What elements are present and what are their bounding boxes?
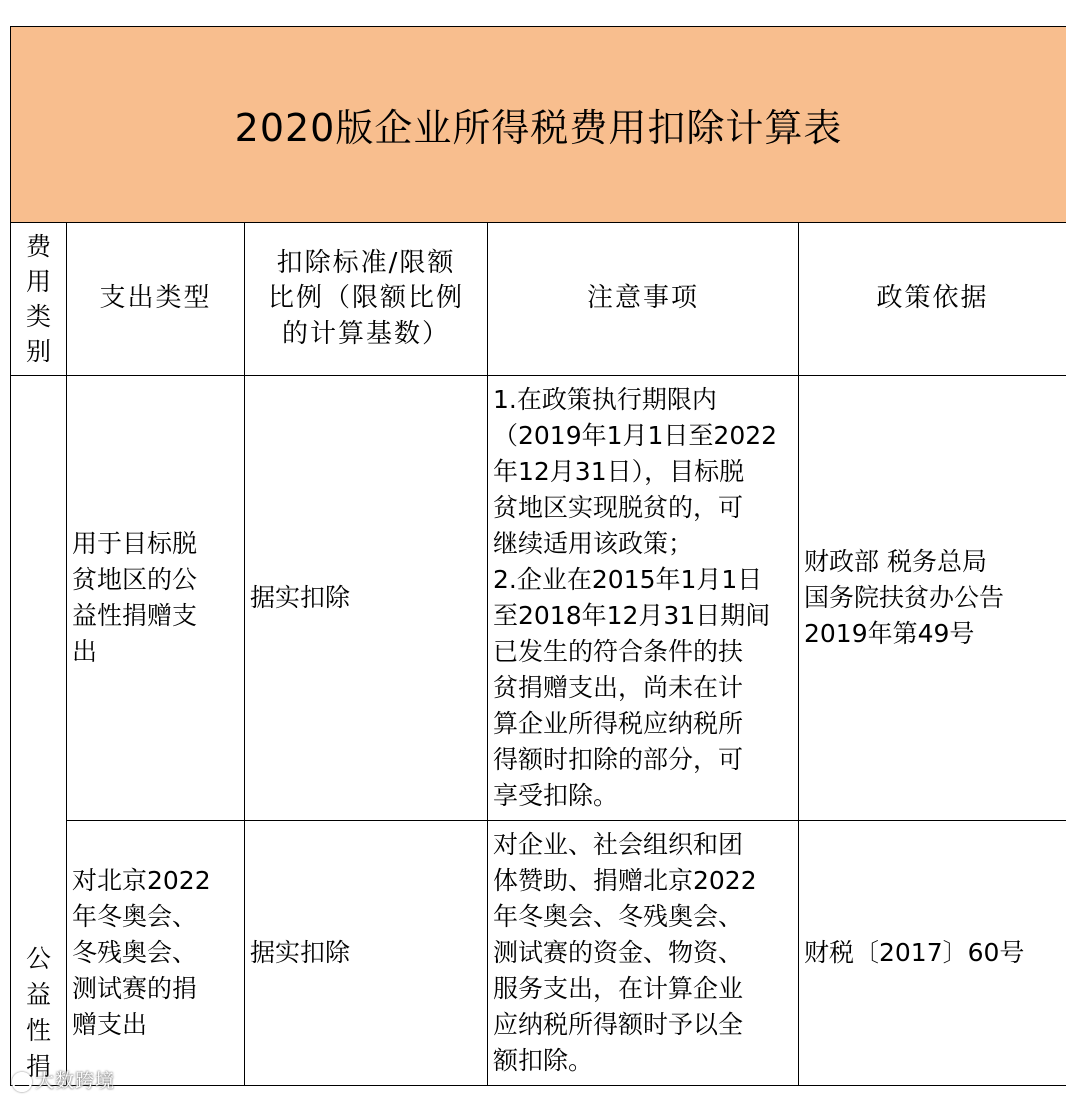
- title-row: [11, 27, 1067, 223]
- deduction-table: [10, 26, 1066, 1086]
- header-notes: 注意事项: [488, 223, 799, 376]
- table-row: [11, 376, 1067, 821]
- policy-cell: 财税〔2017〕60号: [799, 821, 1067, 1086]
- header-standard: 扣除标准/限额 比例（限额比例 的计算基数）: [245, 223, 488, 376]
- table-row: [11, 821, 1067, 1086]
- expense-type-cell: 对北京2022 年冬奥会、 冬残奥会、 测试赛的捐 赠支出: [67, 821, 245, 1086]
- notes-cell: 对企业、社会组织和团 体赞助、捐赠北京2022 年冬奥会、冬残奥会、 测试赛的资金、物资、 服务支出，在计算企业 应纳税所得额时予以全 额扣除。: [488, 821, 799, 1086]
- category-cell: 公 益 性 捐: [11, 376, 67, 1086]
- standard-cell: 据实扣除: [245, 821, 488, 1086]
- deduction-table-page: [10, 26, 1066, 1098]
- header-category: 费 用 类 别: [11, 223, 67, 376]
- policy-cell: 财政部 税务总局 国务院扶贫办公告 2019年第49号: [799, 376, 1067, 821]
- standard-cell: 据实扣除: [245, 376, 488, 821]
- table-title: 2020版企业所得税费用扣除计算表: [11, 27, 1067, 223]
- header-expense-type: 支出类型: [67, 223, 245, 376]
- watermark-logo-icon: [12, 1072, 32, 1092]
- header-policy: 政策依据: [799, 223, 1067, 376]
- header-row: [11, 223, 1067, 376]
- notes-cell: 1.在政策执行期限内 （2019年1月1日至2022 年12月31日），目标脱 贫地区实现脱贫的，可 继续适用该政策； 2.企业在2015年1月1日 至2018年12月31日期间 已发生的符合条件的扶 贫捐赠支出，尚未在计 算企业所得税应纳税所 得额时扣除的部分，可 享受扣除。: [488, 376, 799, 821]
- expense-type-cell: 用于目标脱 贫地区的公 益性捐赠支 出: [67, 376, 245, 821]
- watermark-text: 大数跨境: [35, 1070, 116, 1092]
- watermark: [12, 1066, 115, 1093]
